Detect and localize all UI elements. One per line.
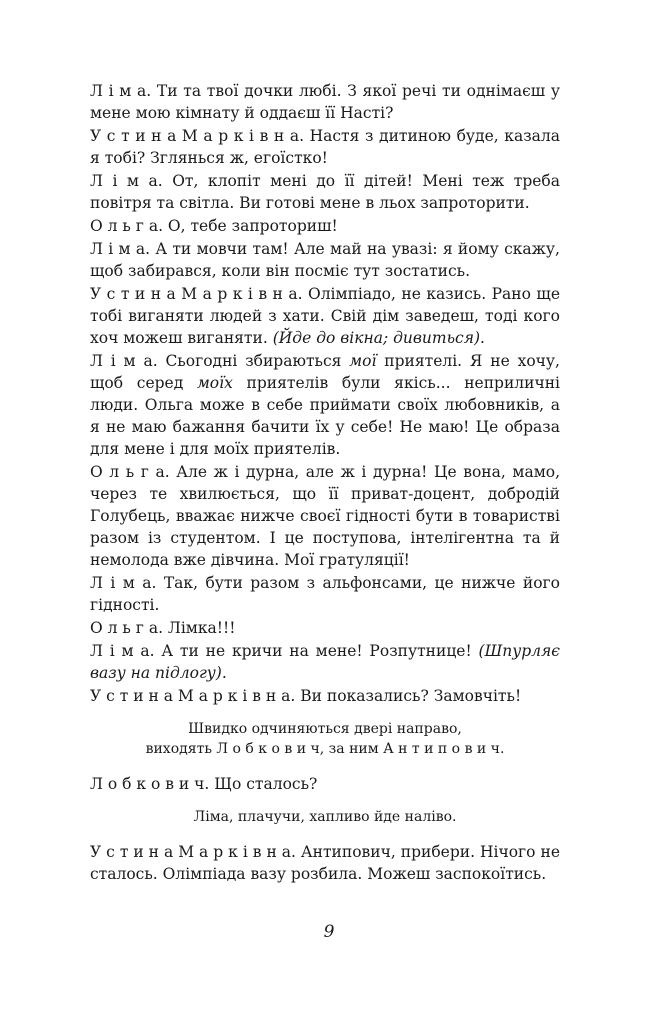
character-name-lobkovych: Л о б к о в и ч: [216, 741, 320, 757]
dialog-line: [90, 461, 560, 571]
dialog-text: . Ви показались? Замовчіть!: [290, 687, 522, 705]
page-text: [90, 80, 560, 886]
dialog-text: . А ти мовчи там! Але май на увазі: я йому скажу, щоб забирався, коли він посміє тут зостатись.: [90, 240, 560, 280]
dialog-text: . О, тебе запроториш!: [158, 217, 338, 235]
stage-direction-line-1: Швидко одчиняються двері направо,: [188, 721, 462, 737]
dialog-line: [90, 283, 560, 349]
dialog-text: . Так, бути разом з альфонсами, це нижче його гідності.: [90, 574, 560, 614]
dialog-line: [90, 685, 560, 707]
speaker-name: У с т и н а М а р к і в н а: [90, 687, 291, 705]
dialog-line: [90, 572, 560, 616]
speaker-name: О л ь г а: [90, 217, 159, 235]
stage-remark: (Йде до вікна; дивиться).: [272, 329, 485, 347]
stage-remark: моїх: [196, 374, 233, 392]
dialog-text: . Антипович, прибери. Нічого не сталось. Олімпіада вазу розбила. Можеш заспокоїтись.: [90, 843, 560, 883]
speaker-name: Л о б к о в и ч: [90, 775, 205, 793]
dialog-line: [90, 350, 560, 460]
dialog-text: . Але ж і дурна, але ж і дурна! Це вона, мамо, через те хвилюється, що її приват-доцент, добродій Голубець, вважає нижче своєї гідності бути в товаристві разом із студентом. І це поступова, інтелігентна та й немолода вже дівчина. Мої гратуляції!: [90, 463, 561, 569]
dialog-text: . Настя з дитиною буде, казала я тобі? Зглянься ж, егоїстко!: [90, 127, 560, 167]
dialog-text: . От, клопіт мені до її дітей! Мені теж треба повітря та світла. Ви готові мене в льох запроторити.: [90, 172, 560, 212]
dialog-line: [90, 170, 560, 214]
character-name-antypovych: А н т и п о в и ч: [383, 741, 500, 757]
speaker-name: О л ь г а: [90, 463, 165, 481]
dialog-text: . Ти та твої дочки любі. З якої речі ти однімаєш у мене мою кімнату й оддаєш її Насті?: [90, 82, 560, 122]
dialog-text: приятелі. Я не хочу, щоб серед: [90, 352, 560, 392]
speaker-name: У с т и н а М а р к і в н а: [90, 843, 292, 861]
speaker-name: У с т и н а М а р к і в н а: [90, 285, 298, 303]
dialog-block: [90, 80, 560, 707]
stage-direction-1: [90, 719, 560, 759]
speaker-name: Л і м а: [90, 352, 153, 370]
dialog-line-lobkovych: [90, 773, 560, 795]
page-number: 9: [323, 922, 335, 942]
speaker-name: Л і м а: [90, 82, 147, 100]
dialog-text: . Що сталось?: [204, 775, 318, 793]
speaker-name: Л і м а: [90, 574, 152, 592]
dialog-text: . Сьогодні збираються: [152, 352, 350, 370]
dialog-line: [90, 125, 560, 169]
speaker-name: Л і м а: [90, 642, 150, 660]
dialog-text: . Олімпіадо, не казись. Рано ще тобі виганяти людей з хати. Свій дім заведеш, тоді кого хоч можеш виганяти.: [90, 285, 561, 347]
speaker-name: О л ь г а: [90, 619, 159, 637]
stage-remark: мої: [349, 352, 377, 370]
dialog-line: [90, 238, 560, 282]
stage-direction-2: [90, 807, 560, 827]
speaker-name: У с т и н а М а р к і в н а: [90, 127, 300, 145]
dialog-line-final: [90, 841, 560, 885]
dialog-line: [90, 617, 560, 639]
dialog-line: [90, 215, 560, 237]
speaker-name: Л і м а: [90, 240, 146, 258]
dialog-text: . Лімка!!!: [158, 619, 236, 637]
dialog-text: . А ти не кричи на мене! Розпутнице!: [149, 642, 479, 660]
stage-remark: (Шпурляє вазу на підлогу).: [90, 642, 560, 682]
stage-direction-line: Ліма, плачучи, хапливо йде наліво.: [193, 809, 457, 825]
speaker-name: Л і м а: [90, 172, 158, 190]
dialog-line: [90, 640, 560, 684]
dialog-line: [90, 80, 560, 124]
dialog-text: приятелів були якісь... неприличні люди. Ольга може в себе приймати своїх любовників, а я не маю бажання бачити їх у себе! Не маю! Це образа для мене і для моїх приятелів.: [90, 374, 560, 458]
stage-direction-line-2: виходять Л о б к о в и ч, за ним А н т и п о в и ч.: [145, 741, 505, 757]
